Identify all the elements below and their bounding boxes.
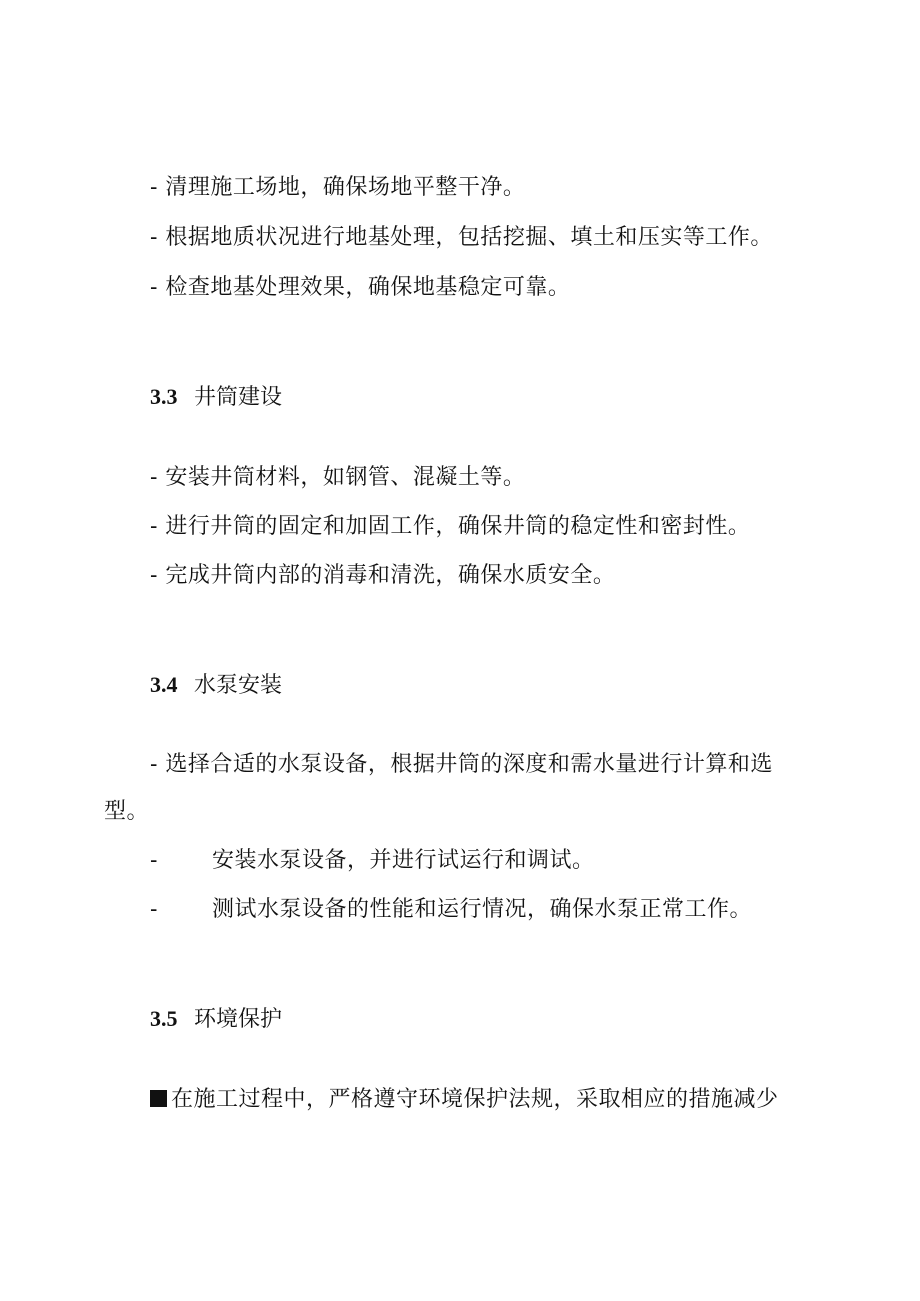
list-item-continuation: 型。 — [104, 799, 150, 824]
list-item — [150, 895, 753, 925]
list-dash: - — [150, 897, 158, 922]
section-title: 井筒建设 — [194, 385, 283, 410]
section-number: 3.4 — [150, 672, 178, 697]
list-item-text: 测试水泵设备的性能和运行情况，确保水泵正常工作。 — [212, 897, 753, 922]
section-number: 3.3 — [150, 384, 178, 409]
paragraph — [150, 1085, 779, 1115]
list-item: - 根据地质状况进行地基处理，包括挖掘、填土和压实等工作。 — [150, 225, 773, 250]
list-item — [150, 846, 595, 876]
section-heading-3-3 — [150, 382, 282, 413]
list-item-text: 安装水泵设备，并进行试运行和调试。 — [212, 848, 595, 873]
section-heading-3-4 — [150, 670, 282, 701]
paragraph-text: 在施工过程中，严格遵守环境保护法规，采取相应的措施减少 — [171, 1087, 779, 1112]
list-item: - 进行井筒的固定和加固工作，确保井筒的稳定性和密封性。 — [150, 514, 751, 539]
list-item: - 清理施工场地，确保场地平整干净。 — [150, 175, 526, 200]
section-heading-3-5 — [150, 1004, 282, 1035]
section-title: 水泵安装 — [194, 673, 283, 698]
list-item: - 完成井筒内部的消毒和清洗，确保水质安全。 — [150, 563, 616, 588]
section-title: 环境保护 — [194, 1007, 283, 1032]
square-bullet-icon — [150, 1090, 167, 1107]
section-number: 3.5 — [150, 1006, 178, 1031]
list-item: - 选择合适的水泵设备，根据井筒的深度和需水量进行计算和选 — [150, 752, 773, 777]
list-dash: - — [150, 848, 158, 873]
list-item: - 检查地基处理效果，确保地基稳定可靠。 — [150, 275, 571, 300]
list-item: - 安装井筒材料，如钢管、混凝土等。 — [150, 465, 526, 490]
